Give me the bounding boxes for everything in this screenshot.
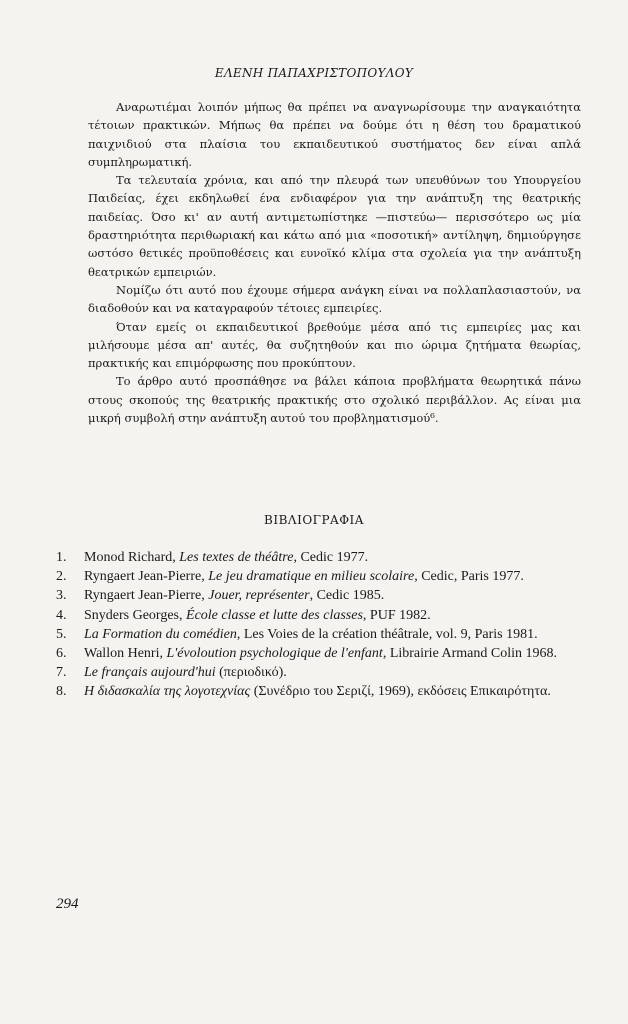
paragraph: Νομίζω ότι αυτό που έχουμε σήμερα ανάγκη είναι να πολλαπλασιαστούν, να διαδοθούν και να καταγραφούν τέτοιες εμπειρίες. [88, 282, 581, 316]
bibliography-entry [56, 644, 592, 663]
body-text [88, 98, 581, 427]
paragraph: Όταν εμείς οι εκπαιδευτικοί βρεθούμε μέσα από τις εμπειρίες μας και μιλήσουμε μέσα απ' αυτές, θα συζητηθούν και πιο ώριμα ζητήματα θεωρίας, πρακτικής και επιμόρφωσης που προκύπτουν. [88, 319, 581, 371]
entry-number: 3. [56, 588, 67, 604]
entry-number: 5. [56, 626, 67, 642]
entry-publisher: , Cedic 1977. [293, 550, 369, 565]
entry-title: La Formation du comédien [84, 626, 237, 642]
entry-number: 2. [56, 569, 67, 585]
entry-publisher: , PUF 1982. [362, 607, 431, 623]
entry-text [84, 625, 592, 644]
entry-text [84, 567, 592, 586]
entry-title: Η διδασκαλία της λογοτεχνίας [84, 684, 251, 700]
entry-text [84, 548, 592, 567]
entry-author: Monod Richard, [84, 550, 180, 565]
entry-text [84, 682, 592, 701]
entry-text [84, 586, 592, 605]
page-number: 294 [56, 896, 79, 912]
entry-publisher: , Cedic, Paris 1977. [414, 569, 524, 585]
entry-author: Wallon Henri, [84, 646, 167, 662]
entry-publisher: , Les Voies de la création théâtrale, vol. 9, Paris 1981. [236, 626, 538, 642]
entry-number: 4. [56, 607, 67, 623]
bibliography-entry [56, 625, 592, 644]
bibliography-entry [56, 606, 592, 625]
entry-author: Snyders Georges, [84, 607, 187, 623]
entry-publisher: (Συνέδριο του Σεριζί, 1969), εκδόσεις Επικαιρότητα. [250, 684, 551, 700]
entry-title: École classe et lutte des classes [186, 607, 363, 623]
bibliography-list [56, 548, 592, 702]
bibliography-entry [56, 586, 592, 605]
running-head: ΕΛΕΝΗ ΠΑΠΑΧΡΙΣΤΟΠΟΥΛΟΥ [214, 66, 414, 80]
bibliography-entry [56, 663, 592, 682]
bibliography-entry [56, 548, 592, 567]
entry-number: 1. [56, 550, 67, 565]
entry-title: Les textes de théâtre [179, 550, 294, 565]
entry-number: 7. [56, 665, 67, 681]
entry-author: Ryngaert Jean-Pierre, [84, 569, 209, 585]
entry-number: 6. [56, 646, 67, 662]
bibliography-entry [56, 567, 592, 586]
paragraph: Αναρωτιέμαι λοιπόν μήπως θα πρέπει να αναγνωρίσουμε την αναγκαιότητα τέτοιων πρακτικών. Μήπως θα πρέπει να δούμε ότι η θέση του δραματικού παιχνιδιού στα πλαίσια του εκπαιδευτικού συστήματος δεν είναι απλά συμπληρωματική. [88, 100, 581, 169]
entry-text [84, 663, 592, 682]
entry-text [84, 644, 592, 663]
bibliography-heading: ΒΙΒΛΙΟΓΡΑΦΙΑ [264, 513, 364, 527]
bibliography-entry [56, 682, 592, 701]
entry-publisher: (περιοδικό). [215, 665, 287, 681]
paragraph: Τα τελευταία χρόνια, και από την πλευρά των υπευθύνων του Υπουργείου Παιδείας, έχει εκδηλωθεί ένα ενδιαφέρον για την ανάπτυξη της θεατρικής παιδείας. Όσο κι' αν αυτή αντιμετωπίστηκε —πιστεύω— περισσότερο ως μία δραστηριότητα περιθωριακή και κάτω από μια «ποσοτική» αντίληψη, δημιούργησε ωστόσο θετικές προϋποθέσεις και ευνοϊκό κλίμα στα σχολεία για την ανάπτυξη θεατρικών εμπειριών. [88, 173, 581, 279]
entry-text [84, 606, 592, 625]
paragraph: Το άρθρο αυτό προσπάθησε να βάλει κάποια προβλήματα θεωρητικά πάνω στους σκοπούς της θεατρικής πρακτικής στο σχολικό περιβάλλον. Ας είναι μια μικρή συμβολή στην ανάπτυξη αυτού του προβληματισμού⁶. [88, 374, 581, 426]
entry-publisher: , Cedic 1985. [309, 588, 385, 604]
entry-author: Ryngaert Jean-Pierre, [84, 588, 209, 604]
entry-title: Le français aujourd'hui [84, 665, 216, 681]
entry-number: 8. [56, 684, 67, 700]
entry-title: Le jeu dramatique en milieu scolaire [208, 569, 415, 585]
entry-publisher: , Librairie Armand Colin 1968. [382, 646, 558, 662]
entry-title: L'évoloution psychologique de l'enfant [166, 646, 383, 662]
entry-title: Jouer, représenter [208, 588, 310, 604]
